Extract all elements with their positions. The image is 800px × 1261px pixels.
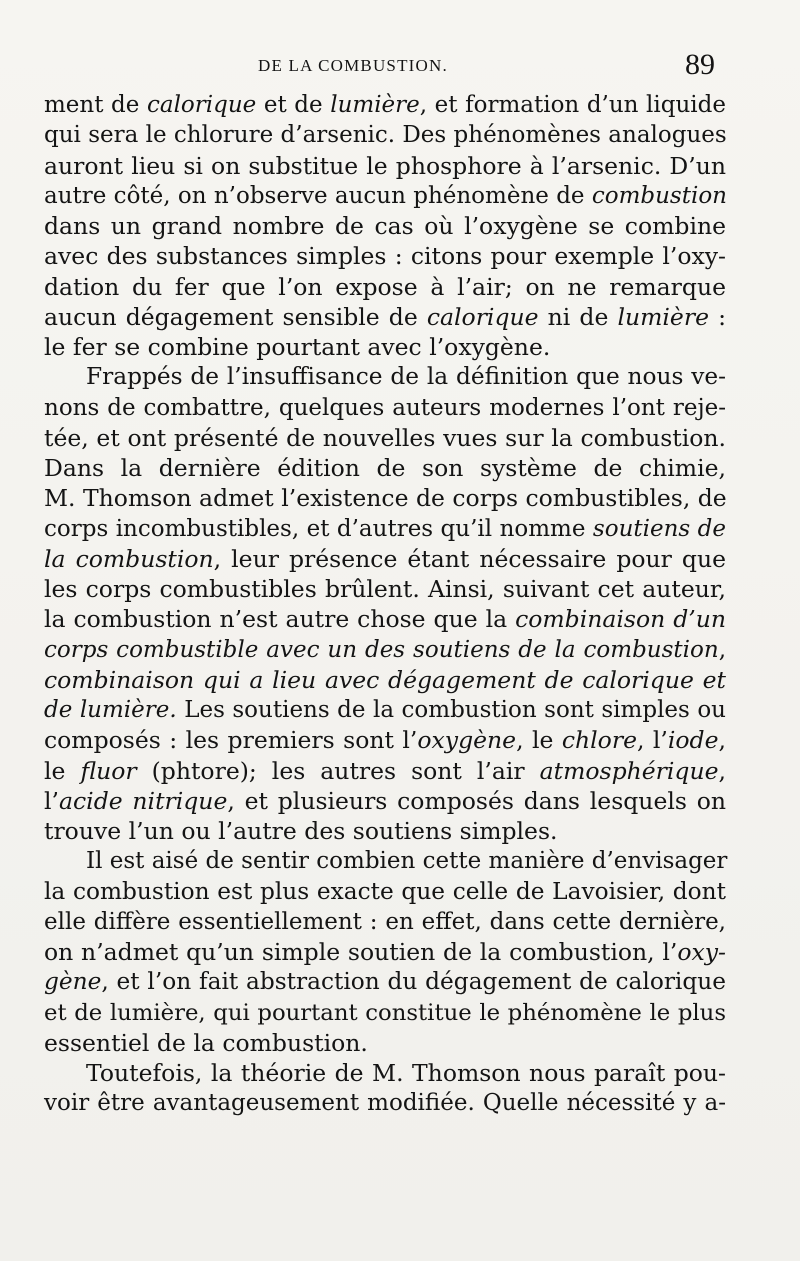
text-line	[44, 151, 726, 181]
text-segment: trouve l’un ou l’autre des soutiens simples.	[44, 817, 558, 845]
text-line	[44, 1058, 726, 1088]
text-segment: Les soutiens de la combustion sont simples ou	[176, 697, 726, 723]
italic-text: la combustion	[44, 544, 214, 573]
text-segment: la combustion est plus exacte que celle de Lavoisier, dont	[44, 877, 726, 905]
text-line	[44, 211, 726, 241]
italic-text: lumière	[330, 92, 420, 118]
text-segment: (phtore); les autres sont l’air	[136, 756, 540, 785]
text-segment: Frappés de l’insuffisance de la définition que nous ve-	[86, 363, 726, 391]
text-line	[44, 604, 726, 634]
text-line	[44, 998, 726, 1028]
text-segment: dation du fer que l’on expose à l’air; on ne remarque	[44, 272, 726, 301]
text-segment: la combustion n’est autre chose que la	[44, 605, 516, 634]
text-line	[44, 90, 726, 120]
text-segment: M. Thomson admet l’existence de corps combustibles, de	[44, 484, 727, 513]
italic-text: acide nitrique	[59, 786, 228, 815]
text-line	[44, 1088, 726, 1118]
text-segment: Toutefois, la théorie de M. Thomson nous paraît pou-	[86, 1059, 726, 1087]
text-segment: ,	[718, 756, 726, 785]
text-segment: corps incombustibles, et d’autres qu’il nomme	[44, 515, 593, 542]
text-line	[44, 544, 726, 574]
text-segment: aucun dégagement sensible de	[44, 302, 427, 331]
text-line	[44, 725, 726, 755]
text-segment: qui sera le chlorure d’arsenic. Des phénomènes analogues	[44, 122, 727, 149]
text-segment: , leur présence étant nécessaire pour que	[213, 544, 727, 573]
italic-text: fluor	[80, 756, 137, 785]
text-segment: ment de	[44, 92, 147, 118]
running-title: DE LA COMBUSTION.	[258, 56, 448, 75]
page-number: 89	[685, 48, 715, 81]
text-line	[44, 423, 726, 453]
text-line	[44, 695, 726, 725]
text-segment: le	[44, 756, 81, 785]
text-segment: ,	[718, 636, 726, 663]
text-segment: tée, et ont présenté de nouvelles vues sur la combustion.	[44, 423, 726, 452]
text-line	[44, 1028, 726, 1058]
text-line	[44, 665, 726, 695]
text-segment: et de lumière, qui pourtant constitue le phénomène le plus	[44, 999, 726, 1026]
text-segment: composés : les premiers sont l’	[44, 726, 418, 755]
text-line	[44, 786, 726, 816]
italic-text: atmosphérique	[539, 756, 719, 785]
text-segment: on n’admet qu’un simple soutien de la combustion, l’	[44, 938, 678, 966]
text-segment: auront lieu si on substitue le phosphore à l’arsenic. D’un	[44, 151, 726, 180]
text-segment: elle diffère essentiellement : en effet, dans cette dernière,	[44, 908, 726, 935]
italic-text: calorique	[146, 92, 257, 118]
italic-text: oxy-	[677, 938, 726, 966]
text-segment: , l’	[636, 726, 668, 755]
italic-text: combinaison d’un	[515, 605, 726, 634]
text-segment: , le	[516, 726, 562, 755]
text-segment: ni de	[538, 302, 618, 331]
text-line	[44, 120, 726, 150]
italic-text: combinaison qui a lieu avec dégagement de calorique et	[44, 665, 726, 694]
text-line	[44, 877, 726, 907]
italic-text: lumière	[617, 302, 709, 331]
text-segment: dans un grand nombre de cas où l’oxygène se combine	[44, 212, 726, 240]
text-line	[44, 332, 726, 362]
text-segment: les corps combustibles brûlent. Ainsi, suivant cet auteur,	[44, 575, 726, 603]
text-segment: autre côté, on n’observe aucun phénomène de	[44, 182, 592, 209]
text-segment: :	[708, 302, 727, 331]
text-line	[44, 181, 726, 211]
text-line	[44, 846, 726, 876]
italic-text: chlore	[561, 726, 637, 755]
text-line	[44, 483, 726, 513]
text-segment: , et plusieurs composés dans lesquels on	[227, 786, 726, 815]
text-line	[44, 816, 726, 846]
text-line	[44, 362, 726, 392]
text-segment: voir être avantageusement modifiée. Quelle nécessité y a-	[44, 1090, 726, 1117]
text-line	[44, 453, 726, 483]
text-segment: nons de combattre, quelques auteurs modernes l’ont reje-	[44, 394, 726, 421]
text-line	[44, 272, 726, 302]
text-segment: Dans la dernière édition de son système de chimie,	[44, 454, 726, 482]
text-segment: le fer se combine pourtant avec l’oxygène.	[44, 333, 551, 361]
italic-text: combustion	[591, 182, 727, 209]
text-segment: , et formation d’un liquide	[419, 92, 727, 118]
text-line	[44, 514, 726, 544]
text-segment: et de	[256, 92, 331, 118]
text-segment: ,	[718, 726, 726, 755]
text-segment: essentiel de la combustion.	[44, 1028, 368, 1057]
text-line	[44, 756, 726, 786]
text-line	[44, 302, 726, 332]
text-line	[44, 635, 726, 665]
text-line	[44, 937, 726, 967]
text-segment: Il est aisé de sentir combien cette manière d’envisager	[86, 848, 728, 875]
italic-text: soutiens de	[592, 515, 726, 542]
text-line	[44, 907, 726, 937]
italic-text: corps combustible avec un des soutiens de la combustion	[44, 636, 719, 663]
text-segment: l’	[44, 786, 59, 815]
italic-text: gène	[44, 968, 102, 996]
italic-text: oxygène	[417, 726, 517, 755]
text-line	[44, 574, 726, 604]
text-segment: avec des substances simples : citons pour exemple l’oxy-	[44, 242, 726, 271]
italic-text: de lumière.	[44, 697, 177, 723]
text-segment: , et l’on fait abstraction du dégagement de calorique	[101, 968, 726, 996]
text-line	[44, 393, 726, 423]
italic-text: calorique	[426, 302, 539, 331]
body-text	[44, 90, 726, 1119]
text-line	[44, 967, 726, 997]
italic-text: iode	[667, 726, 719, 755]
text-line	[44, 241, 726, 271]
